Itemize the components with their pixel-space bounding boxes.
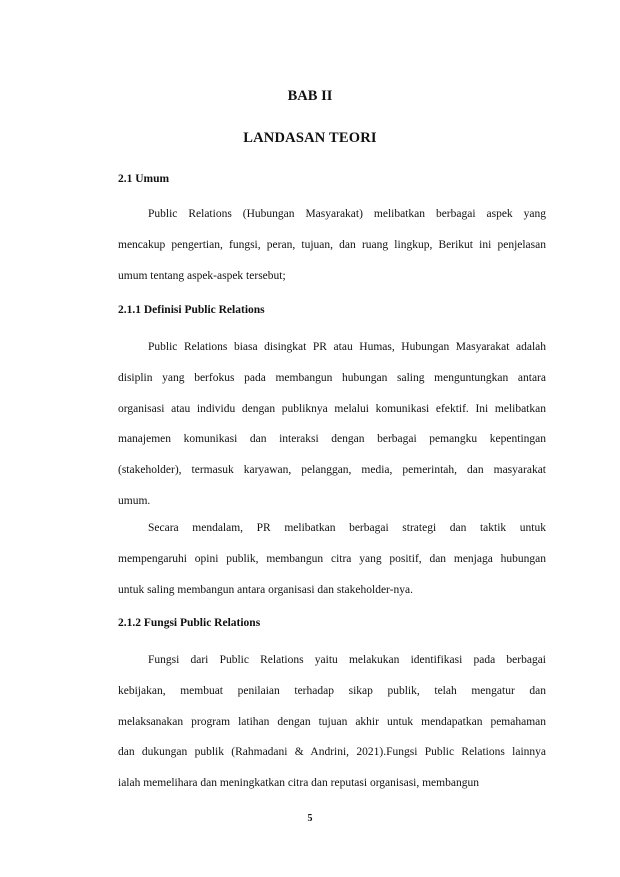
text-line: umum. [118, 494, 151, 507]
text-line: mencakup pengertian, fungsi, peran, tujuan, dan ruang lingkup, Berikut ini penjelasan [118, 238, 546, 251]
text-line: Public Relations (Hubungan Masyarakat) melibatkan berbagai aspek yang [148, 208, 546, 220]
text-line: mempengaruhi opini publik, membangun citra yang positif, dan menjaga hubungan [118, 552, 546, 565]
paragraph-2-1-1-a [118, 332, 546, 517]
paragraph-2-1 [118, 199, 546, 291]
text-line: manajemen komunikasi dan interaksi dengan berbagai pemangku kepentingan [118, 433, 546, 446]
text-line: organisasi atau individu dengan publiknya melalui komunikasi efektif. Ini melibatkan [118, 402, 546, 415]
text-line: ialah memelihara dan meningkatkan citra dan reputasi organisasi, membangun [118, 777, 479, 790]
paragraph-2-1-2 [118, 645, 546, 799]
text-line: Fungsi dari Public Relations yaitu melakukan identifikasi pada berbagai [148, 654, 546, 666]
text-line: kebijakan, membuat penilaian terhadap sikap publik, telah mengatur dan [118, 684, 546, 697]
text-line: untuk saling membangun antara organisasi dan stakeholder-nya. [118, 583, 413, 596]
text-line: dan dukungan publik (Rahmadani & Andrini, 2021).Fungsi Public Relations lainnya [118, 746, 546, 759]
chapter-label: BAB II [287, 88, 333, 104]
text-line: umum tentang aspek-aspek tersebut; [118, 269, 286, 282]
text-line: disiplin yang berfokus pada membangun hubungan saling menguntungkan antara [118, 371, 546, 384]
text-line: Secara mendalam, PR melibatkan berbagai strategi dan taktik untuk [148, 522, 546, 534]
paragraph-2-1-1-b [118, 513, 546, 605]
text-line: (stakeholder), termasuk karyawan, pelanggan, media, pemerintah, dan masyarakat [118, 464, 546, 477]
page-number: 5 [307, 813, 313, 824]
text-line: melaksanakan program latihan dengan tujuan akhir untuk mendapatkan pemahaman [118, 715, 546, 728]
section-heading-2-1-1: 2.1.1 Definisi Public Relations [118, 304, 265, 316]
section-heading-2-1: 2.1 Umum [118, 173, 170, 185]
chapter-title: LANDASAN TEORI [243, 130, 377, 146]
section-heading-2-1-2: 2.1.2 Fungsi Public Relations [118, 617, 261, 629]
text-line: Public Relations biasa disingkat PR atau Humas, Hubungan Masyarakat adalah [148, 341, 546, 353]
